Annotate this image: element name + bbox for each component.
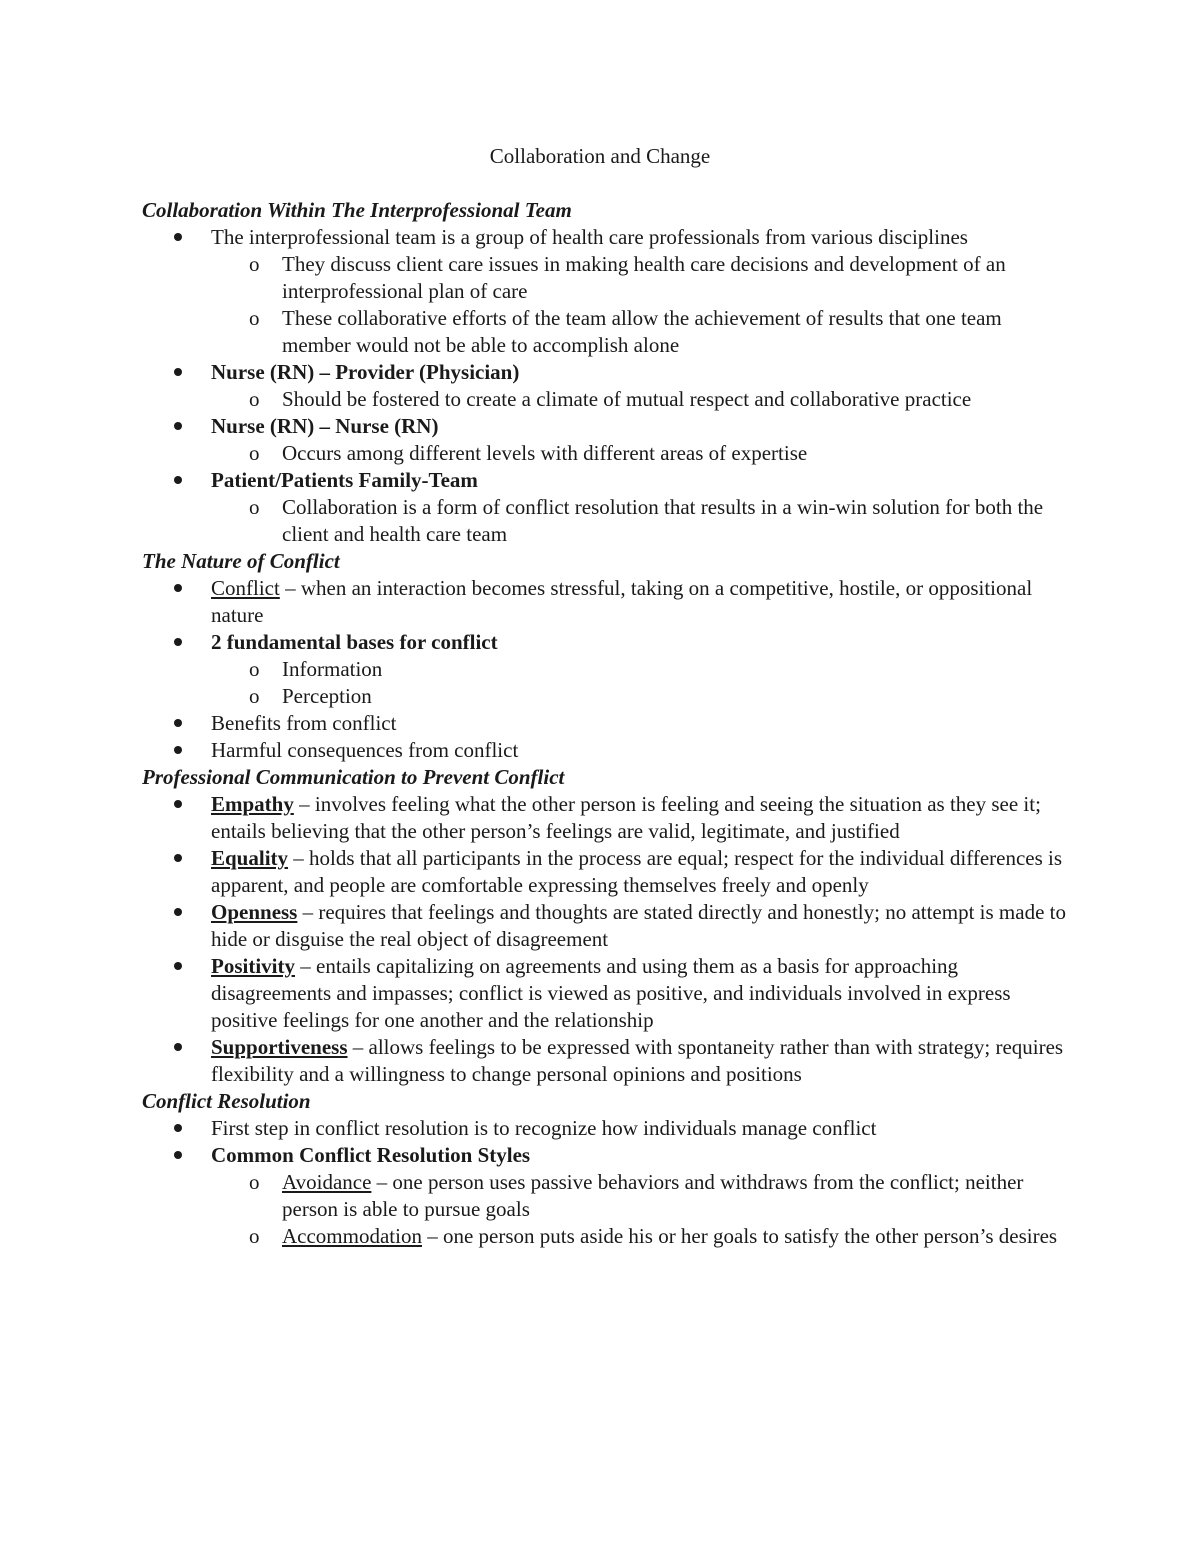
bullet-icon [173,413,183,440]
section-heading-conflict-resolution: Conflict Resolution [142,1089,311,1113]
bullet-icon [173,359,183,386]
term-avoidance: Avoidance [282,1170,372,1194]
sub-list-item: o Collaboration is a form of conflict resolution that results in a win-win solution for both the client and health care team [249,495,1044,546]
list-item: First step in conflict resolution is to recognize how individuals manage conflict [211,1115,1072,1142]
bullet-list [142,1115,1072,1250]
sub-bullet-list [211,386,1072,413]
circle-bullet-icon: o [249,684,260,708]
sub-list-item: o Avoidance – one person uses passive behaviors and withdraws from the conflict; neither person is able to pursue goals [249,1170,1024,1221]
list-item: Patient/Patients Family-Team o Collaboration is a form of conflict resolution that results in a win-win solution for both the client and health care team [211,467,1072,548]
bullet-icon [173,899,183,926]
bullet-list [142,791,1072,1088]
bullet-icon [173,575,183,602]
bullet-icon [173,1142,183,1169]
list-item: Supportiveness – allows feelings to be expressed with spontaneity rather than with strategy; requires flexibility and a willingness to change personal opinions and positions [211,1034,1072,1088]
bullet-list [142,575,1072,764]
term-openness: Openness [211,900,298,924]
bullet-icon [173,1115,183,1142]
sub-bullet-list [211,251,1072,359]
sub-list-item: o Perception [249,684,372,708]
bullet-icon [173,467,183,494]
bullet-list [142,224,1072,548]
list-item: Harmful consequences from conflict [211,737,1072,764]
section-heading-professional-communication: Professional Communication to Prevent Conflict [142,765,565,789]
sub-list-item: o Information [249,657,383,681]
sub-list-item: o These collaborative efforts of the team allow the achievement of results that one team member would not be able to accomplish alone [249,306,1002,357]
section-heading-nature-of-conflict: The Nature of Conflict [142,549,340,573]
circle-bullet-icon: o [249,252,260,276]
list-item: Openness – requires that feelings and thoughts are stated directly and honestly; no attempt is made to hide or disguise the real object of disagreement [211,899,1072,953]
list-item: Nurse (RN) – Nurse (RN) o Occurs among different levels with different areas of expertise [211,413,1072,467]
circle-bullet-icon: o [249,306,260,330]
document-body [142,197,1072,1250]
list-item: Conflict – when an interaction becomes stressful, taking on a competitive, hostile, or oppositional nature [211,575,1072,629]
list-item: Equality – holds that all participants in the process are equal; respect for the individual differences is apparent, and people are comfortable expressing themselves freely and openly [211,845,1072,899]
list-item: Benefits from conflict [211,710,1072,737]
term-equality: Equality [211,846,289,870]
circle-bullet-icon: o [249,387,260,411]
bullet-icon [173,953,183,980]
bullet-icon [173,1034,183,1061]
sub-list-item: o Accommodation – one person puts aside his or her goals to satisfy the other person’s desires [249,1224,1058,1248]
bullet-icon [173,629,183,656]
bullet-icon [173,737,183,764]
list-item: Nurse (RN) – Provider (Physician) o Should be fostered to create a climate of mutual respect and collaborative practice [211,359,1072,413]
sub-list-item: o They discuss client care issues in making health care decisions and development of an interprofessional plan of care [249,252,1006,303]
list-item: The interprofessional team is a group of health care professionals from various disciplines o They discuss client care issues in making health care decisions and development of an interprofessional plan of care o These collaborative efforts of the team allow the achievement of results that one team member would not be able to accomplish alone [211,224,1072,359]
circle-bullet-icon: o [249,1224,260,1248]
document-title: Collaboration and Change [489,144,711,168]
list-item: Positivity – entails capitalizing on agreements and using them as a basis for approaching disagreements and impasses; conflict is viewed as positive, and individuals involved in express positive feelings for one another and the relationship [211,953,1072,1034]
sub-bullet-list [211,494,1072,548]
bullet-icon [173,710,183,737]
sub-list-item: o Occurs among different levels with different areas of expertise [249,441,808,465]
term-supportiveness: Supportiveness [211,1035,348,1059]
circle-bullet-icon: o [249,1170,260,1194]
circle-bullet-icon: o [249,657,260,681]
sub-bullet-list [211,440,1072,467]
list-item: Empathy – involves feeling what the other person is feeling and seeing the situation as they see it; entails believing that the other person’s feelings are valid, legitimate, and justified [211,791,1072,845]
term-positivity: Positivity [211,954,295,978]
term-empathy: Empathy [211,792,294,816]
list-item: Common Conflict Resolution Styles o Avoidance – one person uses passive behaviors and withdraws from the conflict; neither person is able to pursue goals o Accommodation – one person puts aside his or her goals to satisfy the other person’s desires [211,1142,1072,1250]
bullet-icon [173,845,183,872]
term-accommodation: Accommodation [282,1224,422,1248]
circle-bullet-icon: o [249,495,260,519]
sub-bullet-list [211,656,1072,710]
bullet-icon [173,791,183,818]
bullet-icon [173,224,183,251]
term-conflict: Conflict [211,576,280,600]
sub-bullet-list [211,1169,1072,1250]
section-heading-collaboration: Collaboration Within The Interprofessional Team [142,198,572,222]
sub-list-item: o Should be fostered to create a climate of mutual respect and collaborative practice [249,387,972,411]
circle-bullet-icon: o [249,441,260,465]
list-item: 2 fundamental bases for conflict o Information o Perception [211,629,1072,710]
